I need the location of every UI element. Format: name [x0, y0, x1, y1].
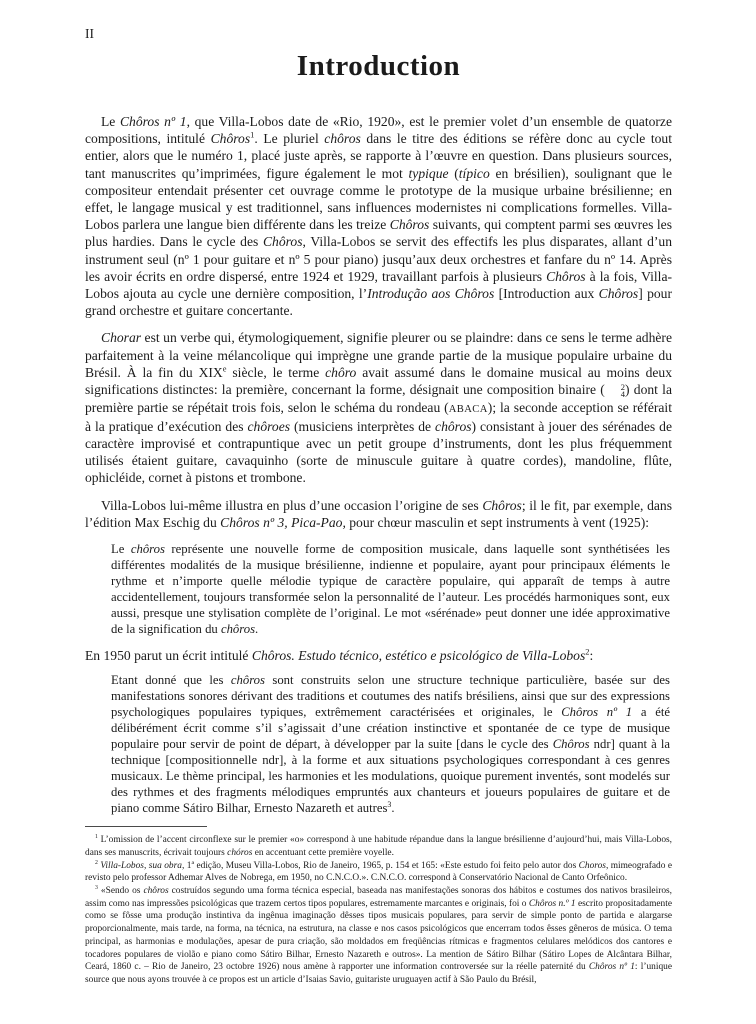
footnote-2: $^2$ Villa-Lobos, sua obra, 1ª edição, Museu Villa-Lobos, Rio de Janeiro, 1965, p. 154 et 165: «Este estudo foi feito pelo autor dos Choros, mimeografado e revisto pelo professor Adhemar Alves de Nobrega, em 1950, no C.N.C.O.». C.N.C.O. correspond à Conservatório Nacional de Canto Orfeônico.	[85, 859, 673, 884]
footnote-1: $^1$ L’omission de l’accent circonflexe sur le premier «o» correspond à une habitude répandue dans la langue brésilienne d’aujourd’hui, mais Villa-Lobos, dans ses manuscrits, écrivait toujours chóros en accentuant cette première voyelle.	[85, 834, 672, 858]
quote-max-eschig-edition: Le chôros représente une nouvelle forme de composition musicale, dans laquelle sont synthétisées les différentes modalités de la musique brésilienne, indienne et populaire, ayant pour principaux éléments le rythme et n’importe quelle mélodie typique de caractère populaire, qui apparaît de temps à autre accidentellement, toujours transformée selon la personnalité de l’auteur. Les procédés harmoniques sont, eux aussi, presque une stylisation complète de l’original. Le mot «sérénade» peut donner une idée approximative de la signification du chôros.	[111, 541, 670, 636]
quote-estudo-1950: Etant donné que les chôros sont construits selon une structure technique particulière, basée sur des manifestations sonores dérivant des traditions et coutumes des natifs brésiliens, ainsi que sur des expressions psychologiques populaires typiques, extrêmement caractérisées et originales, le Chôros nº 1 a été délibérément écrit comme s’il s’agissait d’une création instinctive et spontanée de ce type de musique populaire pour servir de point de départ, à développer par la suite [dans le cycle des Chôros ndr] quant à la technique [compositionnelle ndr], à la forme et aux situations psychologiques correspondant à ces genres musicaux. Le thème principal, les harmonies et les modulations, quoique purement inventés, sont modelés sur des rythmes et des fragments mélodiques empruntés aux chanteurs et joueurs populaires de guitare et de piano comme Sátiro Bilhar, Ernesto Nazareth et autres$^3$.	[111, 673, 670, 816]
paragraph-chorar-etymology: Chorar est un verbe qui, étymologiquement, signifie pleurer ou se plaindre: dans ce sens le terme adhère parfaitement à la veine mélancolique qui imprègne une grande partie de la musique populaire urbaine du Brésil. À la fin du XIXe siècle, le terme chôro avait assumé dans le domaine musical au moins deux significations distinctes: la première, concernant la forme, désignait une composition binaire ( 2 4 ) dont la première partie se répétait trois fois, selon le schéma du rondeau (ABACA); la seconde acception se référait à la pratique d’exécution des chôroes (musiciens interprètes de chôros) consistant à jouer des sérénades de caractère improvisé et contrapuntique avec un petit groupe d’instruments, dont les plus fréquemment utilisés étaient guitare, cavaquinho (sorte de minuscule guitare à quatre cordes), mandoline, flûte, ophicléide, cornet à pistons et trombone.	[85, 330, 672, 486]
footnote-3: $^3$ «Sendo os chôros costruídos segundo uma forma técnica especial, baseada nas manifestações sonoras dos hábitos e costumes dos nativos brasileiros, assim como nas impressões psicológicas que trazem certos tipos populares, estremamente marcantes e originais, foi o Chôros n.º 1 escrito propositadamente como se fôsse uma produção instintiva da ingênua imaginação dêsses tipos musicais populares, para servir de simple ponto de partida e alargarse proporcionalmente, mais tarde, na forma, na técnica, na estrutura, na classe e nos casos psicológicos que encerram todos êsses gêneros de música. O tema principal, as harmonias e modulações, apesar de pura criação, são moldados em freqüências rítmicas e fragmentos celulares melódicos dos cantores e tocadores populares de violão e piano como Sátiro Bilhar, Ernesto Nazareth e outros». La mention de Sátiro Bilhar (Sátiro Lopes de Alcântara Bilhar, Ceará, 1860 c. – Rio de Janeiro, 23 octobre 1926) nous amène à rapporter une information controversée sur la réelle paternité du Chôros nº 1: l’unique source que nous ayons trouvée à ce propos est un article d’Isaias Savio, guitariste uruguayen actif à São Paulo du Brésil,	[85, 884, 673, 985]
paragraph-villa-lobos-origin: Villa-Lobos lui-même illustra en plus d’une occasion l’origine de ses Chôros; il le fit, par exemple, dans l’édition Max Eschig du Chôros nº 3, Pica-Pao, pour chœur masculin et sept instruments à vent (1925):	[85, 497, 672, 530]
footnote-separator	[85, 826, 207, 827]
page-title: Introduction	[296, 50, 461, 82]
paragraph-intro-choros: Le Chôros nº 1, que Villa-Lobos date de «Rio, 1920», est le premier volet d’un ensemble de quatorze compositions, intitulé Chôros$^1$. Le pluriel chôros dans le titre des éditions se réfère donc au cycle tout entier, alors que le numéro 1, placé juste après, se rapporte à l’œuvre en question. Dans plusieurs sources, tant manuscrites qu’imprimées, figure également le mot typique (típico en brésilien), soulignant que le compositeur entendait présenter cet ouvrage comme le prototype de la musique urbaine brésilienne; en effet, le langage musical y est traditionnel, sans influences modernistes ni complications formelles. Villa-Lobos parlera une langue bien différente dans les treize Chôros suivants, qui comptent parmi ses œuvres les plus hardies. Dans le cycle des Chôros, Villa-Lobos se servit des effectifs les plus disparates, allant d’un instrument seul (nº 1 pour guitare et nº 5 pour piano) jusqu’aux deux orchestres et fanfare du nº 14. Après les avoir écrits en ordre dispersé, entre 1924 et 1929, travaillant parfois à plusieurs Chôros à la fois, Villa-Lobos ajouta au cycle une dernière composition, l’Introdução aos Chôros [Introduction aux Chôros] pour grand orchestre et guitare concertante.	[85, 114, 673, 319]
page-number: II	[85, 26, 94, 41]
paragraph-en-1950: En 1950 parut un écrit intitulé Chôros. Estudo técnico, estético e psicológico de Villa-Lobos$^2$:	[85, 646, 594, 663]
footnotes-section	[85, 834, 672, 986]
